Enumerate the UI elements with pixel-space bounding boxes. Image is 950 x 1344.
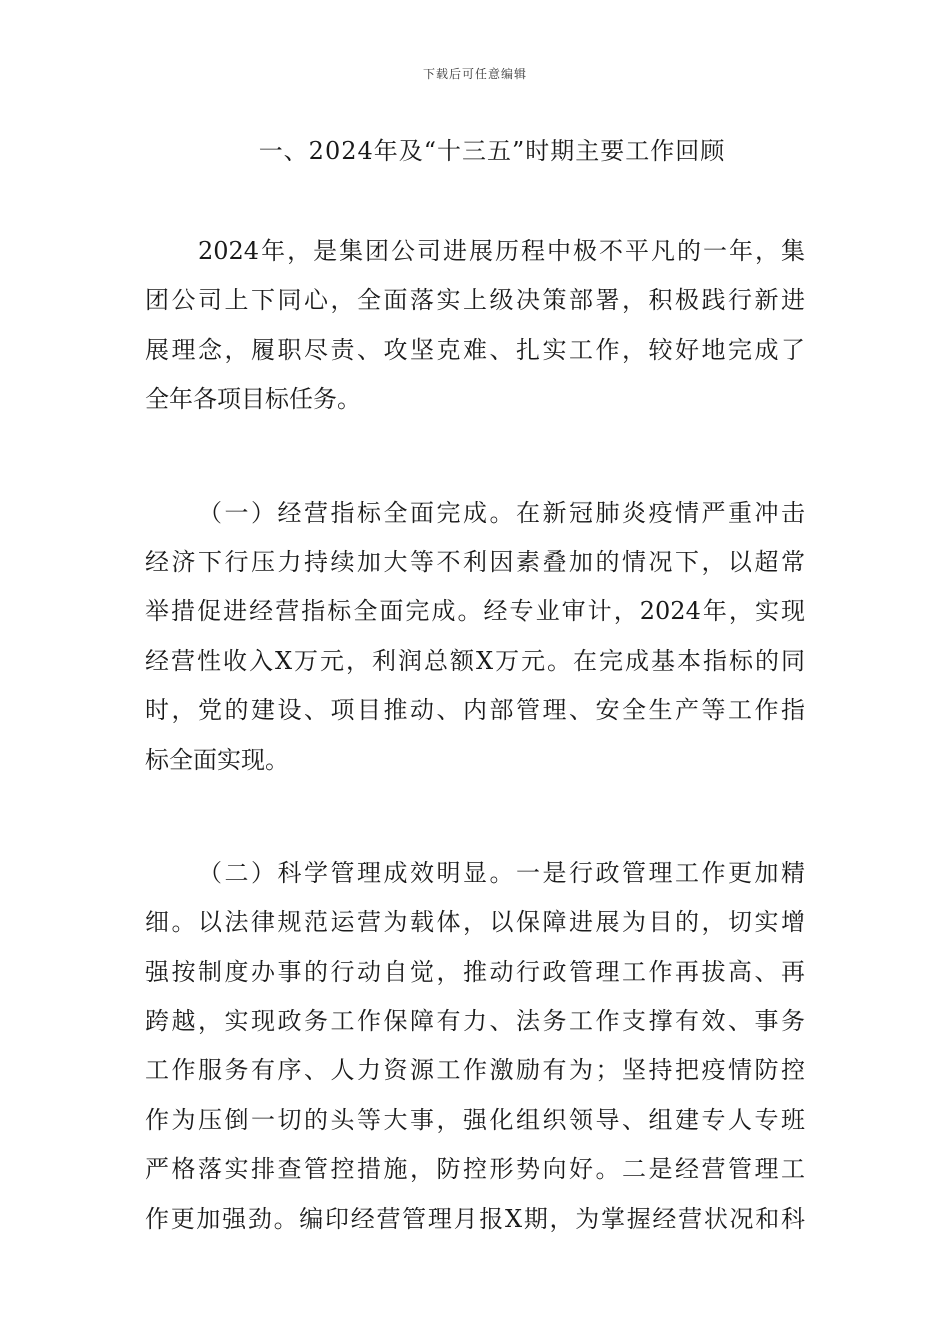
paragraph-line: 作为压倒一切的头等大事，强化组织领导、组建专人专班 [145, 1105, 805, 1134]
paragraph-intro [145, 227, 805, 425]
paragraph-line: 严格落实排查管控措施，防控形势向好。二是经营管理工 [145, 1155, 805, 1184]
paragraph-line: 经济下行压力持续加大等不利因素叠加的情况下，以超常 [145, 547, 805, 576]
paragraph-line: 细。以法律规范运营为载体，以保障进展为目的，切实增 [145, 908, 805, 937]
paragraph-spacer [145, 785, 805, 849]
paragraph-line: （一）经营指标全面完成。在新冠肺炎疫情严重冲击 [198, 498, 805, 527]
paragraph-line: 跨越，实现政务工作保障有力、法务工作支撑有效、事务 [145, 1007, 805, 1036]
paragraph-spacer [145, 425, 805, 489]
paragraph-operating-indicators [145, 489, 805, 785]
paragraph-management [145, 849, 805, 1244]
paragraph-line: （二）科学管理成效明显。一是行政管理工作更加精 [198, 858, 805, 887]
paragraph-line: 时，党的建设、项目推动、内部管理、安全生产等工作指 [145, 696, 805, 725]
paragraph-line: 标全面实现。 [145, 745, 289, 774]
paragraph-line: 团公司上下同心，全面落实上级决策部署，积极践行新进 [145, 286, 805, 315]
paragraph-line: 全年各项目标任务。 [145, 385, 361, 414]
section-title: 一、2024年及“十三五”时期主要工作回顾 [258, 137, 726, 165]
paragraph-line: 作更加强劲。编印经营管理月报X期，为掌握经营状况和科 [145, 1204, 805, 1233]
paragraph-line: 经营性收入X万元，利润总额X万元。在完成基本指标的同 [145, 646, 805, 675]
paragraph-line: 2024年，是集团公司进展历程中极不平凡的一年，集 [198, 237, 805, 265]
paragraph-line: 工作服务有序、人力资源工作激励有为；坚持把疫情防控 [145, 1056, 805, 1085]
paragraph-line: 强按制度办事的行动自觉，推动行政管理工作再拔高、再 [145, 957, 805, 986]
page-header-note: 下载后可任意编辑 [422, 67, 527, 81]
document-body [145, 227, 805, 1244]
paragraph-line: 展理念，履职尽责、攻坚克难、扎实工作，较好地完成了 [145, 335, 805, 364]
paragraph-line: 举措促进经营指标全面完成。经专业审计，2024年，实现 [145, 597, 805, 626]
